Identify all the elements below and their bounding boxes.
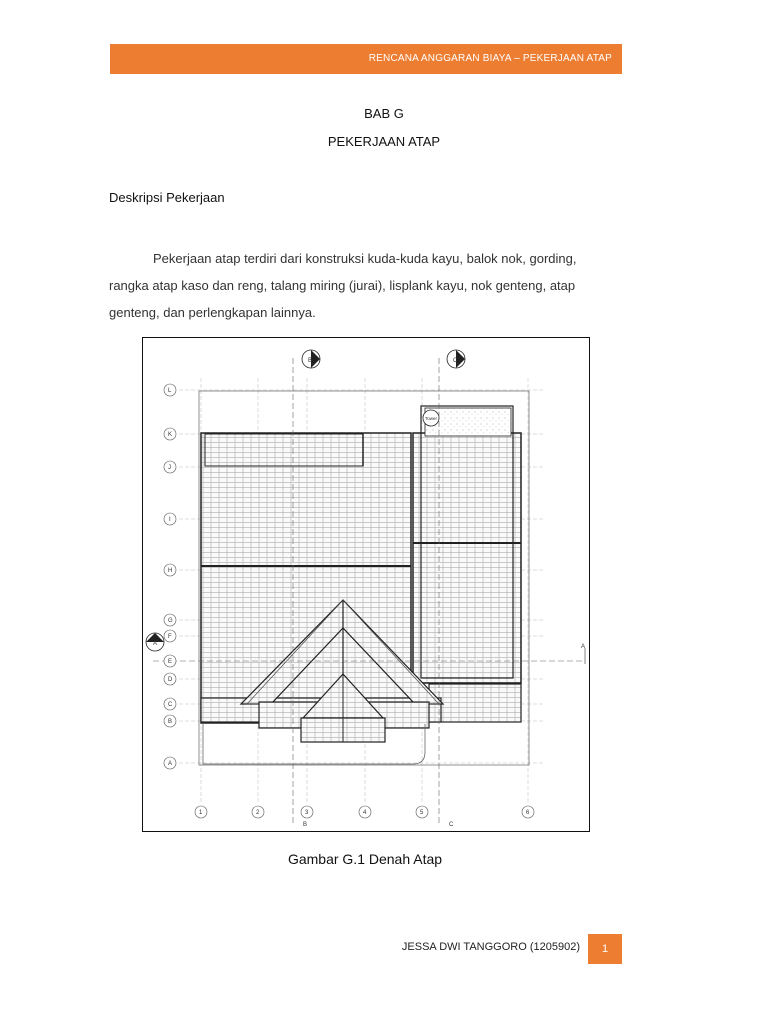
grid-row-label: E (168, 659, 173, 665)
grid-row-label: B (168, 719, 173, 725)
tank-label: Tower (425, 416, 438, 421)
header-title: RENCANA ANGGARAN BIAYA – PEKERJAAN ATAP (368, 53, 612, 64)
grid-row-label: H (168, 568, 173, 574)
roof-tiles (201, 406, 521, 723)
footer-author: JESSA DWI TANGGORO (1205902) (401, 941, 580, 953)
chapter-title: PEKERJAAN ATAP (327, 134, 441, 149)
section-c-bottom-label: C (449, 822, 454, 828)
grid-col-label: 4 (363, 810, 367, 816)
body-paragraph (109, 245, 609, 326)
grid-row-label: C (168, 702, 173, 708)
grid-row-label: A (168, 761, 173, 767)
grid-row-label: G (168, 618, 173, 624)
grid-row-label: J (168, 465, 171, 471)
grid-row-label: L (168, 388, 172, 394)
roof-plan-svg (143, 338, 591, 833)
grid-col-label: 6 (526, 810, 530, 816)
grid-row-label: D (168, 677, 173, 683)
section-a-left-label: A (153, 641, 158, 647)
row-grid-bubbles (164, 384, 176, 769)
figure-caption: Gambar G.1 Denah Atap (287, 851, 443, 867)
grid-row-label: K (168, 432, 173, 438)
paragraph-text: Pekerjaan atap terdiri dari konstruksi kuda-kuda kayu, balok nok, gording, rangka atap kaso dan reng, talang miring (jurai), lisplank kayu, nok genteng, atap genteng, dan perlengkapan lainnya. (109, 251, 577, 320)
section-b-bottom-label: B (303, 822, 308, 828)
grid-col-label: 3 (305, 810, 309, 816)
grid-col-label: 5 (420, 810, 424, 816)
grid-col-label: 2 (256, 810, 260, 816)
section-a-right-label: A (581, 644, 586, 650)
grid-row-label: I (169, 517, 171, 523)
section-b-top-label: B (308, 358, 313, 364)
grid-row-label: F (168, 634, 172, 640)
section-heading: Deskripsi Pekerjaan (109, 190, 225, 205)
grid-col-label: 1 (199, 810, 203, 816)
section-c-top-label: C (453, 358, 458, 364)
page-number: 1 (588, 934, 622, 964)
col-grid-bubbles (195, 806, 534, 818)
roof-plan-drawing (142, 337, 590, 832)
chapter-number: BAB G (364, 106, 404, 121)
header-bar (110, 44, 622, 74)
